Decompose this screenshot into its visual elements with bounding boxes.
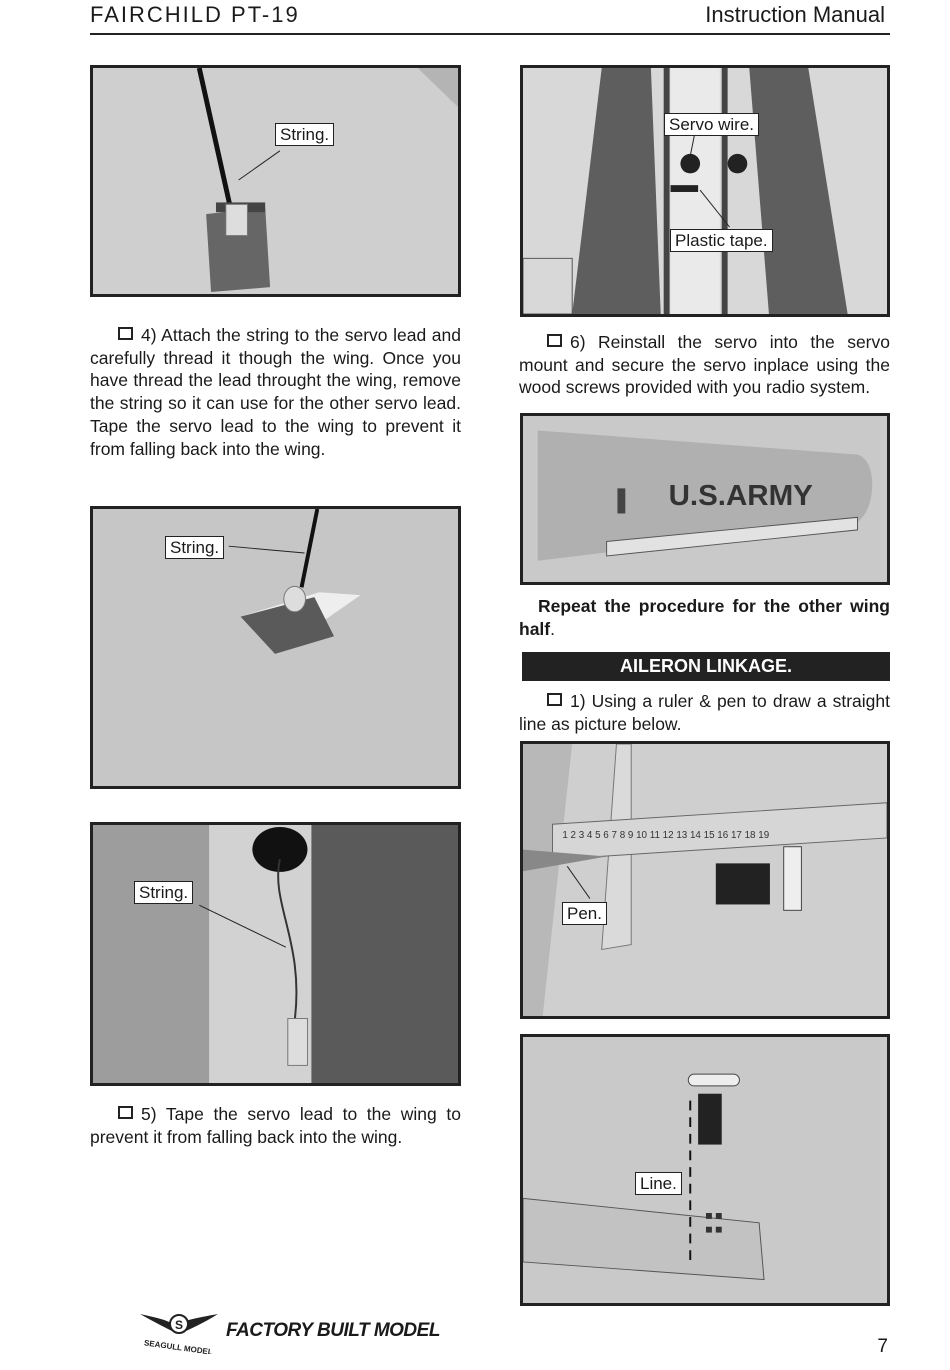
svg-text:SEAGULL MODEL: SEAGULL MODEL — [143, 1338, 214, 1354]
callout-string: String. — [275, 123, 334, 146]
photo-string-through-wing — [90, 506, 461, 789]
step-6-body: 6) Reinstall the servo into the servo mount and secure the servo inplace using the wood screws provided with you radio system. — [519, 332, 890, 398]
callout-line: Line. — [635, 1172, 682, 1195]
section-title-aileron-linkage: AILERON LINKAGE. — [522, 652, 890, 681]
document-title: FAIRCHILD PT-19 — [90, 2, 300, 27]
photo-ruler-and-pen — [520, 741, 890, 1019]
repeat-bold-text: Repeat the procedure for the other wing half — [519, 596, 890, 639]
svg-text:S: S — [175, 1318, 184, 1332]
callout-servo-wire: Servo wire. — [664, 113, 759, 136]
step-4-body: 4) Attach the string to the servo lead and carefully thread it though the wing. Once you have thread the lead throught the wing, remove the string so it can use for the other servo lead. Tape the servo lead to the wing to prevent it from falling back into the wing. — [90, 325, 461, 459]
header-rule — [90, 33, 890, 35]
callout-pen: Pen. — [562, 902, 607, 925]
brand-tagline: FACTORY BUILT MODEL — [226, 1320, 440, 1341]
repeat-instruction — [519, 595, 890, 640]
manual-label: Instruction Manual — [705, 2, 885, 27]
photo-drawn-line — [520, 1034, 890, 1306]
seagull-logo — [138, 1306, 220, 1354]
step-5-body: 5) Tape the servo lead to the wing to prevent it from falling back into the wing. — [90, 1104, 461, 1147]
callout-string: String. — [134, 881, 193, 904]
checkbox-icon[interactable] — [118, 1106, 133, 1119]
step-5-text — [90, 1103, 461, 1148]
photo-string-attached-servo-lead — [90, 65, 461, 297]
checkbox-icon[interactable] — [547, 334, 562, 347]
checkbox-icon[interactable] — [547, 693, 562, 706]
photo-servo-wire-taped — [520, 65, 890, 317]
photo-wing-us-army — [520, 413, 890, 585]
step-4-text — [90, 324, 461, 460]
step-1-text — [519, 690, 890, 735]
checkbox-icon[interactable] — [118, 327, 133, 340]
repeat-end: . — [550, 618, 555, 639]
page-number: 7 — [877, 1336, 888, 1357]
step-6-text — [519, 331, 890, 399]
step-1-body: 1) Using a ruler & pen to draw a straight line as picture below. — [519, 691, 890, 734]
us-army-marking: U.S.ARMY — [668, 480, 813, 512]
photo-string-exiting-wing — [90, 822, 461, 1086]
callout-plastic-tape: Plastic tape. — [670, 229, 773, 252]
callout-string: String. — [165, 536, 224, 559]
ruler-numbers: 1 2 3 4 5 6 7 8 9 10 11 12 13 14 15 16 17 18 19 — [562, 829, 770, 841]
